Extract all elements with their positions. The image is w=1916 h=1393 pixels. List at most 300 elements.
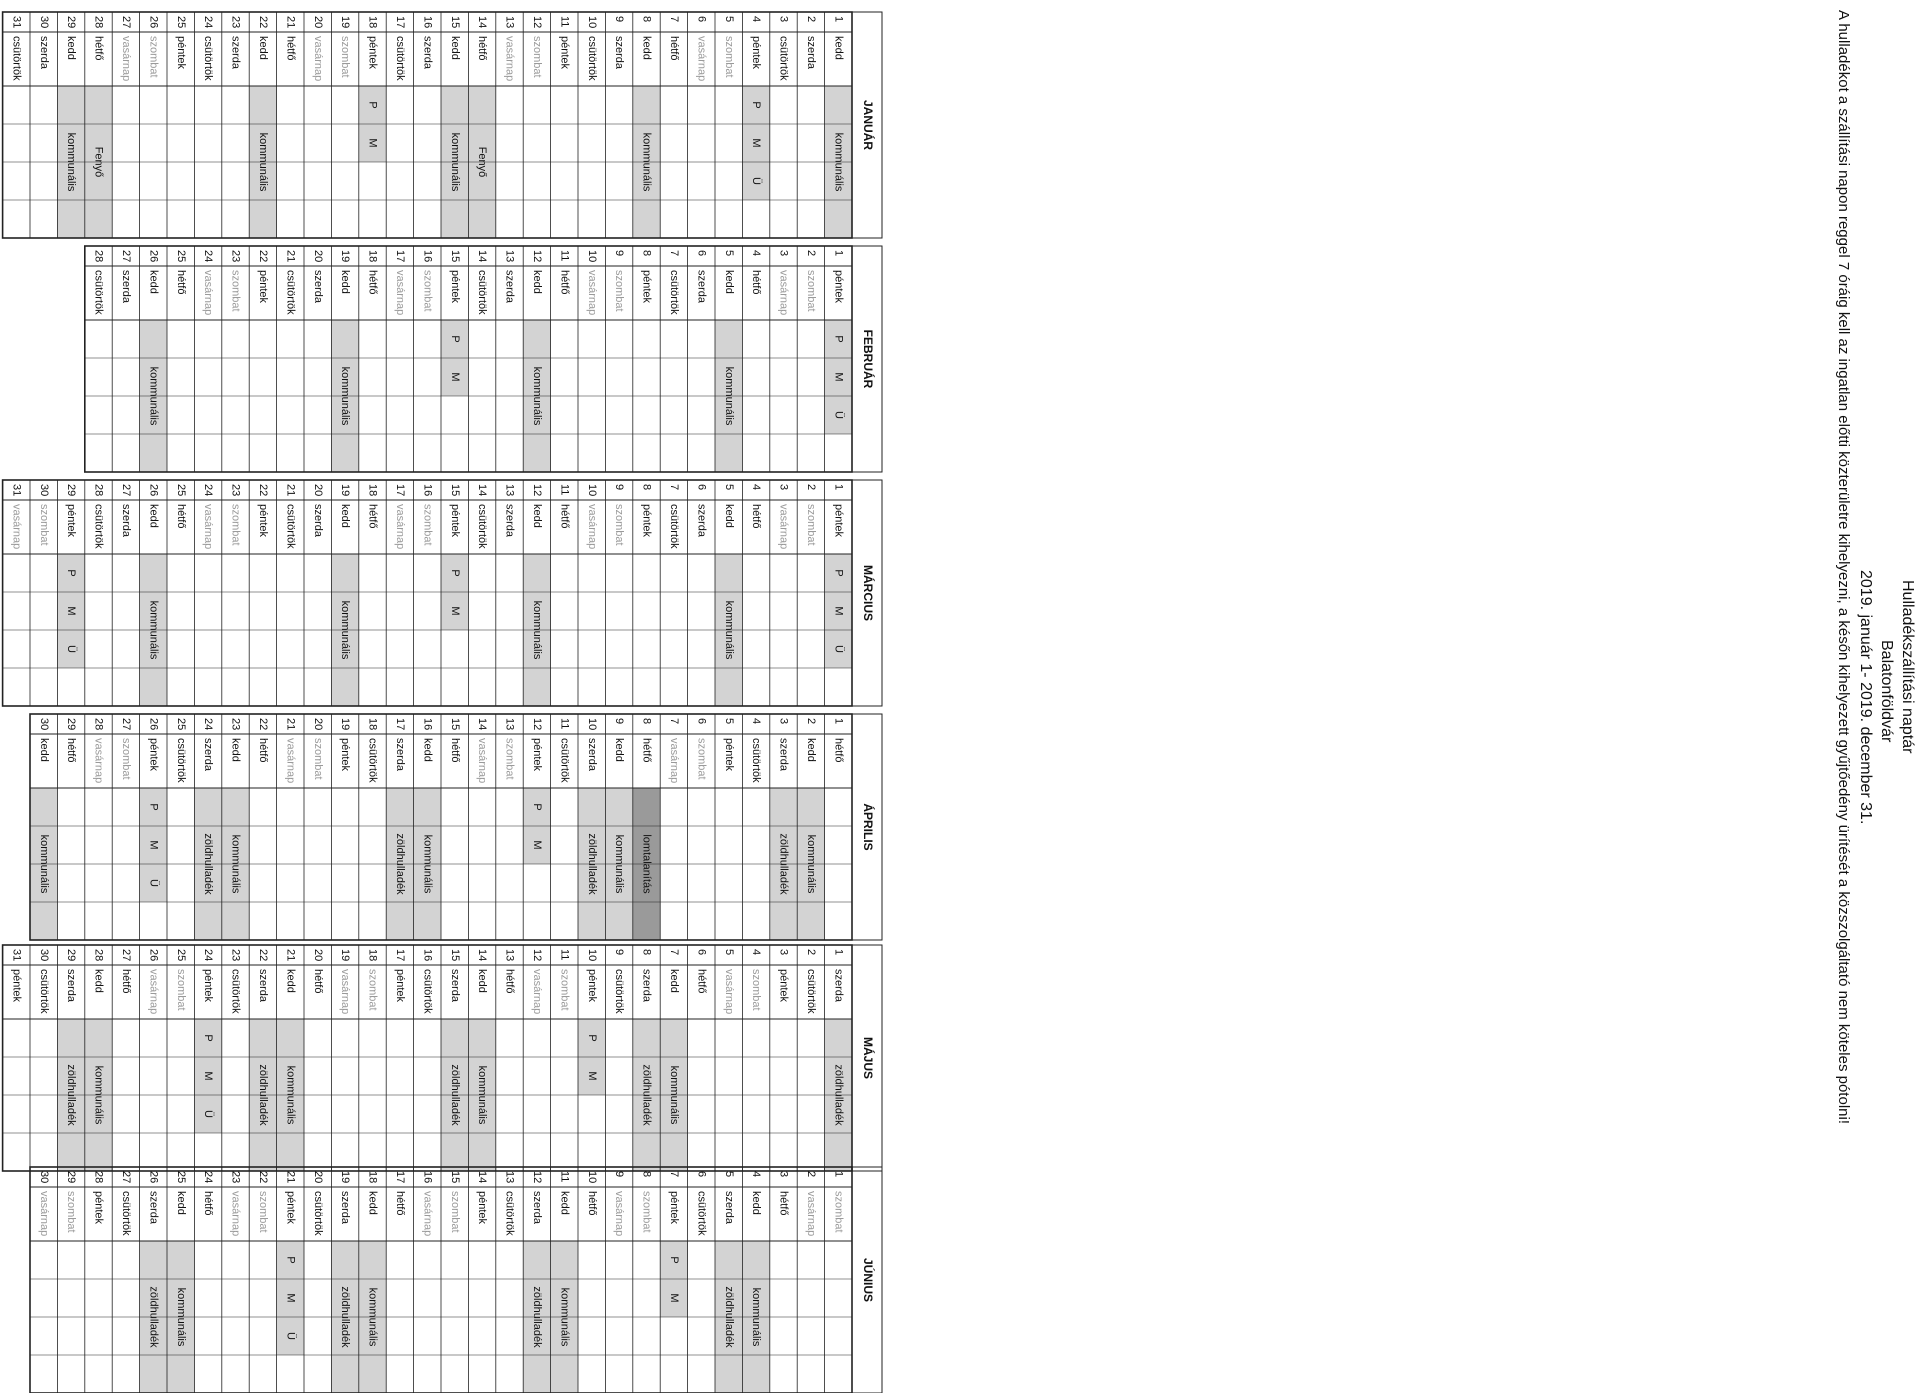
day-weekday: péntek <box>202 969 215 1003</box>
day-weekday: kedd <box>256 36 269 60</box>
day-number: 7 <box>667 718 680 725</box>
event-label: kommunális <box>640 132 653 192</box>
event-label: kommunális <box>804 834 817 894</box>
day-weekday: csütörtök <box>476 504 489 549</box>
day-number: 19 <box>339 1171 352 1184</box>
day-weekday: szerda <box>503 504 516 538</box>
day-weekday: hétfő <box>750 270 763 295</box>
day-weekday: szerda <box>147 1191 160 1225</box>
day-number: 6 <box>695 250 708 257</box>
day-number: 4 <box>750 16 763 23</box>
day-number: 21 <box>284 250 297 263</box>
day-weekday: csütörtök <box>92 270 105 315</box>
day-weekday: hétfő <box>558 504 571 529</box>
day-weekday: kedd <box>722 270 735 294</box>
day-number: 18 <box>366 250 379 263</box>
event-label: Ü <box>832 411 845 419</box>
day-weekday: csütörtök <box>667 504 680 549</box>
day-weekday: csütörtök <box>92 504 105 549</box>
day-number: 22 <box>256 484 269 497</box>
event-label: zöldhulladék <box>256 1064 269 1126</box>
day-number: 28 <box>92 16 105 29</box>
day-number: 22 <box>256 16 269 29</box>
day-number: 5 <box>722 1171 735 1178</box>
day-number: 14 <box>476 16 489 29</box>
event-label: zöldhulladék <box>339 1286 352 1348</box>
day-weekday: péntek <box>339 738 352 772</box>
day-number: 29 <box>65 484 78 497</box>
day-weekday: hétfő <box>202 1191 215 1216</box>
day-weekday: péntek <box>65 504 78 538</box>
day-weekday: hétfő <box>777 1191 790 1216</box>
day-number: 28 <box>92 250 105 263</box>
day-weekday: csütörtök <box>229 969 242 1014</box>
day-number: 23 <box>229 250 242 263</box>
event-label: Ü <box>284 1332 297 1340</box>
day-weekday: vasárnap <box>476 738 489 784</box>
calendar-note: A hulladékot a szállítási napon reggel 7 óráig kell az ingatlan előtti közterületre kihelyezni, a későn kihelyezett gyűjtőedény ürítését a közszolgáltató nem köteles pótolni! <box>1835 10 1852 1124</box>
day-weekday: szerda <box>256 969 269 1003</box>
day-number: 28 <box>92 1171 105 1184</box>
day-number: 6 <box>695 718 708 725</box>
day-number: 20 <box>311 16 324 29</box>
event-label: kommunális <box>147 366 160 426</box>
day-weekday: péntek <box>284 1191 297 1225</box>
event-label: kommunális <box>147 600 160 660</box>
event-label: P <box>284 1256 297 1264</box>
day-number: 29 <box>65 1171 78 1184</box>
day-weekday: kedd <box>667 969 680 993</box>
day-weekday: hétfő <box>366 270 379 295</box>
event-label: kommunális <box>613 834 626 894</box>
day-number: 23 <box>229 484 242 497</box>
day-weekday: kedd <box>832 36 845 60</box>
day-weekday: szombat <box>421 504 434 546</box>
month-name: FEBRUÁR <box>860 329 875 389</box>
day-weekday: kedd <box>339 270 352 294</box>
day-number: 1 <box>832 484 845 491</box>
day-number: 10 <box>585 484 598 497</box>
event-label: M <box>448 372 461 382</box>
day-weekday: szerda <box>804 36 817 70</box>
day-weekday: péntek <box>393 969 406 1003</box>
day-number: 24 <box>202 949 215 962</box>
day-weekday: vasárnap <box>147 969 160 1015</box>
day-weekday: vasárnap <box>530 969 543 1015</box>
event-label: M <box>750 138 763 148</box>
day-number: 18 <box>366 1171 379 1184</box>
day-weekday: szombat <box>229 504 242 546</box>
day-weekday: szombat <box>448 1191 461 1233</box>
event-label: kommunális <box>750 1287 763 1347</box>
day-weekday: kedd <box>37 738 50 762</box>
day-weekday: hétfő <box>174 270 187 295</box>
event-label: kommunális <box>530 600 543 660</box>
day-number: 13 <box>503 1171 516 1184</box>
day-number: 18 <box>366 16 379 29</box>
day-number: 5 <box>722 484 735 491</box>
day-weekday: kedd <box>421 738 434 762</box>
day-number: 7 <box>667 484 680 491</box>
day-number: 15 <box>448 718 461 731</box>
day-weekday: szerda <box>311 270 324 304</box>
day-number: 16 <box>421 16 434 29</box>
event-label: kommunális <box>92 1065 105 1125</box>
day-weekday: szombat <box>421 270 434 312</box>
day-number: 23 <box>229 1171 242 1184</box>
day-number: 10 <box>585 1171 598 1184</box>
day-weekday: szombat <box>311 738 324 780</box>
day-weekday: csütörtök <box>311 1191 324 1236</box>
day-weekday: szombat <box>256 1191 269 1233</box>
day-weekday: hétfő <box>284 36 297 61</box>
day-number: 2 <box>804 949 817 956</box>
day-number: 22 <box>256 718 269 731</box>
day-weekday: péntek <box>722 738 735 772</box>
day-number: 6 <box>695 16 708 23</box>
day-weekday: péntek <box>832 270 845 304</box>
day-number: 15 <box>448 484 461 497</box>
day-number: 25 <box>174 16 187 29</box>
event-label: P <box>667 1256 680 1264</box>
day-number: 9 <box>613 718 626 725</box>
event-label: zöldhulladék <box>448 1064 461 1126</box>
event-label: kommunális <box>229 834 242 894</box>
day-weekday: péntek <box>10 969 23 1003</box>
day-number: 4 <box>750 484 763 491</box>
day-weekday: hétfő <box>476 36 489 61</box>
day-number: 27 <box>119 949 132 962</box>
day-weekday: hétfő <box>503 969 516 994</box>
day-weekday: vasárnap <box>202 270 215 316</box>
day-number: 23 <box>229 16 242 29</box>
event-label: M <box>366 138 379 148</box>
day-weekday: kedd <box>65 36 78 60</box>
day-weekday: szombat <box>722 36 735 78</box>
day-weekday: csütörtök <box>613 969 626 1014</box>
day-number: 18 <box>366 949 379 962</box>
day-weekday: vasárnap <box>284 738 297 784</box>
day-number: 3 <box>777 484 790 491</box>
day-weekday: kedd <box>530 504 543 528</box>
day-number: 18 <box>366 718 379 731</box>
event-label: Ü <box>147 879 160 887</box>
day-number: 12 <box>530 484 543 497</box>
day-number: 27 <box>119 718 132 731</box>
day-number: 11 <box>558 718 571 730</box>
event-label: zöldhulladék <box>777 833 790 895</box>
day-weekday: csütörtök <box>667 270 680 315</box>
day-weekday: péntek <box>92 1191 105 1225</box>
day-number: 13 <box>503 250 516 263</box>
day-number: 26 <box>147 949 160 962</box>
day-weekday: szerda <box>640 969 653 1003</box>
day-number: 11 <box>558 250 571 262</box>
day-weekday: szombat <box>530 36 543 78</box>
event-label: P <box>750 101 763 109</box>
day-weekday: péntek <box>530 738 543 772</box>
day-weekday: péntek <box>147 738 160 772</box>
day-number: 16 <box>421 250 434 263</box>
day-number: 21 <box>284 16 297 29</box>
day-number: 12 <box>530 16 543 29</box>
day-number: 26 <box>147 16 160 29</box>
event-label: zöldhulladék <box>722 1286 735 1348</box>
day-number: 30 <box>37 718 50 731</box>
day-weekday: péntek <box>832 504 845 538</box>
day-number: 1 <box>832 250 845 257</box>
day-weekday: szombat <box>695 738 708 780</box>
day-number: 17 <box>393 250 406 263</box>
event-label: P <box>832 569 845 577</box>
day-number: 24 <box>202 1171 215 1184</box>
event-label: P <box>366 101 379 109</box>
day-weekday: csütörtök <box>695 1191 708 1236</box>
day-weekday: szerda <box>695 504 708 538</box>
day-number: 21 <box>284 949 297 962</box>
day-number: 30 <box>37 16 50 29</box>
day-number: 14 <box>476 1171 489 1184</box>
day-number: 29 <box>65 16 78 29</box>
day-number: 24 <box>202 16 215 29</box>
day-number: 7 <box>667 16 680 23</box>
day-weekday: vasárnap <box>229 1191 242 1237</box>
day-number: 17 <box>393 16 406 29</box>
day-number: 24 <box>202 718 215 731</box>
day-number: 19 <box>339 949 352 962</box>
day-number: 30 <box>37 484 50 497</box>
event-label: M <box>65 606 78 616</box>
event-label: P <box>832 335 845 343</box>
day-number: 6 <box>695 1171 708 1178</box>
day-weekday: vasárnap <box>613 1191 626 1237</box>
day-weekday: szerda <box>530 1191 543 1225</box>
day-weekday: vasárnap <box>10 504 23 550</box>
day-number: 16 <box>421 718 434 731</box>
event-label: P <box>202 1034 215 1042</box>
day-number: 28 <box>92 949 105 962</box>
day-weekday: szombat <box>832 1191 845 1233</box>
day-number: 17 <box>393 949 406 962</box>
day-weekday: szerda <box>37 36 50 70</box>
day-number: 6 <box>695 484 708 491</box>
day-number: 4 <box>750 1171 763 1178</box>
day-weekday: péntek <box>667 1191 680 1225</box>
day-weekday: kedd <box>284 969 297 993</box>
day-number: 24 <box>202 250 215 263</box>
event-label: Ü <box>65 645 78 653</box>
day-number: 1 <box>832 949 845 956</box>
day-weekday: csütörtök <box>558 738 571 783</box>
day-weekday: kedd <box>722 504 735 528</box>
day-number: 6 <box>695 949 708 956</box>
day-weekday: kedd <box>750 1191 763 1215</box>
day-number: 9 <box>613 484 626 491</box>
event-label: kommunális <box>722 600 735 660</box>
day-weekday: péntek <box>256 504 269 538</box>
event-label: M <box>585 1071 598 1081</box>
day-weekday: vasárnap <box>804 1191 817 1237</box>
day-weekday: szombat <box>37 504 50 546</box>
day-number: 24 <box>202 484 215 497</box>
event-label: kommunális <box>65 132 78 192</box>
day-number: 13 <box>503 949 516 962</box>
day-number: 10 <box>585 949 598 962</box>
day-weekday: péntek <box>640 504 653 538</box>
day-weekday: péntek <box>174 36 187 70</box>
day-weekday: kedd <box>448 36 461 60</box>
calendar-title: Hulladékszállítási naptár <box>1899 580 1916 754</box>
event-label: Fenyő <box>92 146 105 178</box>
day-weekday: péntek <box>585 969 598 1003</box>
day-weekday: péntek <box>476 1191 489 1225</box>
day-number: 25 <box>174 949 187 962</box>
day-weekday: csütörtök <box>750 738 763 783</box>
day-weekday: hétfő <box>448 738 461 763</box>
event-label: kommunális <box>667 1065 680 1125</box>
month-name: MÁJUS <box>860 1036 875 1080</box>
day-weekday: hétfő <box>65 738 78 763</box>
day-number: 4 <box>750 949 763 956</box>
day-weekday: vasárnap <box>777 504 790 550</box>
day-number: 4 <box>750 250 763 257</box>
event-label: M <box>832 606 845 616</box>
day-weekday: vasárnap <box>202 504 215 550</box>
day-number: 5 <box>722 718 735 725</box>
day-weekday: csütörtök <box>777 36 790 81</box>
day-weekday: csütörtök <box>366 738 379 783</box>
event-label: zöldhulladék <box>640 1064 653 1126</box>
day-number: 9 <box>613 949 626 956</box>
day-weekday: csütörtök <box>585 36 598 81</box>
day-number: 14 <box>476 718 489 731</box>
day-weekday: szombat <box>640 1191 653 1233</box>
day-number: 19 <box>339 16 352 29</box>
day-weekday: kedd <box>174 1191 187 1215</box>
day-weekday: vasárnap <box>339 969 352 1015</box>
day-weekday: péntek <box>777 969 790 1003</box>
event-label: zöldhulladék <box>65 1064 78 1126</box>
event-label: P <box>448 335 461 343</box>
day-number: 26 <box>147 484 160 497</box>
day-number: 20 <box>311 484 324 497</box>
day-weekday: péntek <box>366 36 379 70</box>
day-weekday: hétfő <box>311 969 324 994</box>
day-number: 2 <box>804 250 817 257</box>
day-weekday: szombat <box>174 969 187 1011</box>
month-name: JÚNIUS <box>860 1257 875 1303</box>
event-label: Ü <box>832 645 845 653</box>
day-weekday: csütörtök <box>174 738 187 783</box>
day-number: 7 <box>667 250 680 257</box>
day-weekday: vasárnap <box>667 738 680 784</box>
day-weekday: vasárnap <box>722 969 735 1015</box>
day-number: 27 <box>119 1171 132 1184</box>
day-number: 19 <box>339 250 352 263</box>
event-label: P <box>530 803 543 811</box>
day-weekday: csütörtök <box>476 270 489 315</box>
event-label: zöldhulladék <box>832 1064 845 1126</box>
day-weekday: vasárnap <box>37 1191 50 1237</box>
day-number: 17 <box>393 1171 406 1184</box>
day-number: 1 <box>832 16 845 23</box>
day-number: 29 <box>65 949 78 962</box>
day-number: 16 <box>421 484 434 497</box>
day-number: 2 <box>804 1171 817 1178</box>
event-label: lomtalanítás <box>640 834 653 894</box>
day-weekday: vasárnap <box>119 36 132 82</box>
day-number: 14 <box>476 484 489 497</box>
day-weekday: péntek <box>750 36 763 70</box>
day-weekday: vasárnap <box>585 270 598 316</box>
day-number: 13 <box>503 484 516 497</box>
day-number: 11 <box>558 949 571 961</box>
day-weekday: szombat <box>613 504 626 546</box>
day-weekday: kedd <box>640 36 653 60</box>
day-weekday: csütörtök <box>202 36 215 81</box>
day-number: 4 <box>750 718 763 725</box>
day-number: 30 <box>37 1171 50 1184</box>
day-weekday: vasárnap <box>92 738 105 784</box>
day-number: 11 <box>558 16 571 28</box>
day-weekday: kedd <box>147 504 160 528</box>
day-number: 23 <box>229 949 242 962</box>
day-number: 1 <box>832 718 845 725</box>
day-weekday: csütörtök <box>421 969 434 1014</box>
event-label: zöldhulladék <box>393 833 406 895</box>
day-number: 18 <box>366 484 379 497</box>
event-label: kommunális <box>476 1065 489 1125</box>
day-number: 22 <box>256 1171 269 1184</box>
day-number: 26 <box>147 1171 160 1184</box>
day-number: 2 <box>804 16 817 23</box>
day-weekday: szerda <box>202 738 215 772</box>
day-weekday: szombat <box>119 738 132 780</box>
day-weekday: hétfő <box>585 1191 598 1216</box>
day-weekday: szerda <box>119 270 132 304</box>
day-weekday: csütörtök <box>804 969 817 1014</box>
day-weekday: vasárnap <box>777 270 790 316</box>
day-number: 10 <box>585 250 598 263</box>
day-weekday: csütörtök <box>10 36 23 81</box>
day-number: 9 <box>613 1171 626 1178</box>
day-weekday: csütörtök <box>393 36 406 81</box>
day-number: 3 <box>777 949 790 956</box>
day-number: 10 <box>585 718 598 731</box>
day-weekday: szombat <box>804 504 817 546</box>
day-weekday: hétfő <box>366 504 379 529</box>
day-number: 16 <box>421 949 434 962</box>
day-weekday: szerda <box>503 270 516 304</box>
day-number: 8 <box>640 484 653 491</box>
day-weekday: szerda <box>119 504 132 538</box>
event-label: Ü <box>202 1110 215 1118</box>
day-weekday: szombat <box>558 969 571 1011</box>
day-number: 2 <box>804 484 817 491</box>
day-number: 2 <box>804 718 817 725</box>
day-number: 15 <box>448 16 461 29</box>
day-weekday: szerda <box>229 36 242 70</box>
day-weekday: hétfő <box>174 504 187 529</box>
day-number: 15 <box>448 949 461 962</box>
month-name: MÁRCIUS <box>860 565 875 621</box>
day-weekday: kedd <box>229 738 242 762</box>
day-number: 16 <box>421 1171 434 1184</box>
day-number: 20 <box>311 1171 324 1184</box>
day-number: 26 <box>147 250 160 263</box>
event-label: kommunális <box>284 1065 297 1125</box>
day-number: 9 <box>613 16 626 23</box>
